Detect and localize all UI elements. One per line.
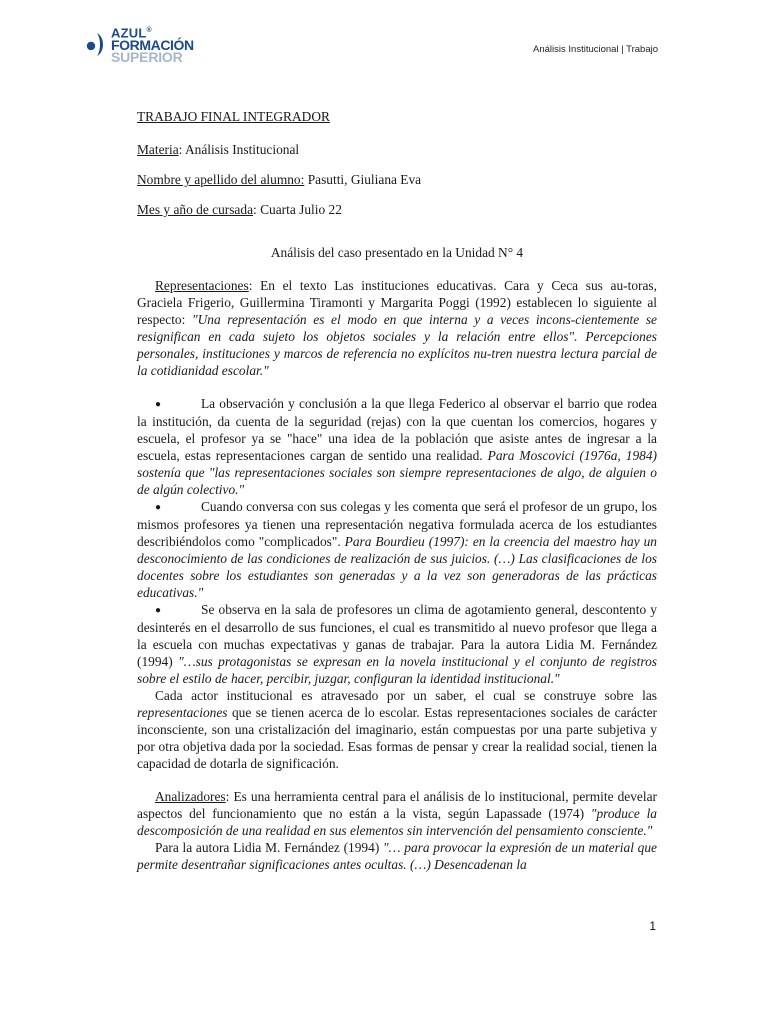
materia-label: Materia: [137, 142, 179, 157]
bullet-sala-quote: "…sus protagonistas se expresan en la novela institucional y el conjunto de registros sobre el estilo de hacer, percibir, juzgar, configuran la identidad institucional.": [137, 654, 657, 686]
actor-italic-term: representaciones: [137, 705, 228, 720]
header-course-tag: Análisis Institucional | Trabajo: [533, 44, 658, 55]
alumno-value: Pasutti, Giuliana Eva: [304, 172, 422, 187]
azul-formacion-logo: [86, 26, 196, 66]
bullet-federico-text: La observación y conclusión a la que llega Federico al observar el barrio que rodea la institución, da cuenta de la seguridad (rejas) con la que cuentan los comercios, hogares y escuela, el profesor ya se "hace" una idea de la población que asiste antes de ingresar a la escuela, estas representaciones cargan de sentido una realidad.: [137, 396, 657, 463]
analysis-subtitle: Análisis del caso presentado en la Unidad N° 4: [270, 245, 524, 260]
bullet-item-sala-profesores: [137, 601, 657, 687]
alumno-label: Nombre y apellido del alumno:: [137, 172, 305, 187]
bullet-federico-quote: Para Moscovici (1976a, 1984) sostenía que "las representaciones sociales son siempre representaciones de algo, de alguien o de algún colectivo.": [137, 448, 657, 497]
materia-value: : Análisis Institucional: [178, 142, 300, 157]
representaciones-text: : En el texto Las instituciones educativas. Cara y Ceca sus au-toras, Graciela Frigerio, Guillermina Tiramonti y Margarita Poggi (1992) establecen lo siguiente al respecto:: [137, 278, 657, 327]
cursada-label: Mes y año de cursada: [137, 202, 254, 217]
logo-line-formacion: FORMACIÓN: [111, 37, 194, 54]
representaciones-quote: "Una representación es el modo en que interna y a veces incons-cientemente se resignifican en cada sujeto los objetos sociales y la relación entre ellos". Percepciones personales, instituciones y marcos de referencia no explícitos nu-tren nuestra lectura parcial de la cotidianidad escolar.": [137, 312, 657, 378]
logo-mark-icon: [86, 30, 106, 58]
document-title: TRABAJO FINAL INTEGRADOR: [137, 109, 330, 124]
analizadores-paragraph: [137, 788, 657, 839]
logo-line-azul: AZUL: [111, 25, 147, 41]
bullet-item-federico: [137, 395, 657, 498]
representaciones-label: Representaciones: [155, 278, 249, 293]
bullet-icon: ●: [155, 605, 162, 616]
logo-text: [111, 25, 194, 66]
logo-registered-mark: ®: [146, 27, 152, 34]
logo-line-superior: SUPERIOR: [111, 49, 183, 66]
bullet-colegas-text: Cuando conversa con sus colegas y les comenta que será el profesor de un grupo, los mismos profesores ya tienen una representación negativa formulada acerca de los estudiantes describiéndolos como "complicados".: [137, 499, 657, 549]
actor-institucional-paragraph: [137, 687, 657, 772]
analizadores-text: : Es una herramienta central para el análisis de lo institucional, permite develar aspectos del funcionamiento que no están a la vista, según Lapassade (1974): [137, 789, 657, 821]
page-header: [0, 0, 768, 90]
bullet-icon: ●: [155, 399, 162, 410]
fernandez-quote: "… para provocar la expresión de un material que permite desentrañar significaciones antes ocultas. (…) Desencadenan la: [137, 840, 657, 872]
document-body: [137, 108, 657, 873]
analizadores-quote: "produce la descomposición de una realidad en sus elementos sin intervención del pensamiento consciente.": [137, 806, 657, 838]
bullet-sala-text: Se observa en la sala de profesores un clima de agotamiento general, descontento y desinterés en el desarrollo de sus funciones, el cual es transmitido al nuevo profesor que llega a la escuela con muchas expectativas y ganas de trabajar. Para la autora Lidia M. Fernández (1994): [137, 602, 657, 669]
bullet-icon: ●: [155, 502, 162, 513]
analizadores-label: Analizadores: [155, 789, 226, 804]
representaciones-paragraph: [137, 277, 657, 379]
actor-text-b: que se tienen acerca de lo escolar. Estas representaciones sociales de carácter inconsciente, son una cristalización del imaginario, están compuestas por una parte subjetiva y por otra objetiva dada por la sociedad. Esas formas de pensar y crear la realidad social, tienen la capacidad de dotarla de significación.: [137, 705, 657, 771]
cursada-value: : Cuarta Julio 22: [253, 202, 342, 217]
alumno-line: [137, 171, 657, 188]
materia-line: [137, 141, 657, 158]
bullet-colegas-quote: Para Bourdieu (1997): en la creencia del maestro hay un desconocimiento de las condiciones de realización de sus juicios. (…) Las clasificaciones de los docentes sobre los estudiantes son generadas y a la vez son generadoras de las prácticas educativas.": [137, 534, 658, 600]
fernandez-paragraph: [137, 839, 657, 873]
bullet-item-colegas: [137, 498, 657, 601]
actor-text-a: Cada actor institucional es atravesado por un saber, el cual se construye sobre las: [155, 688, 657, 703]
fernandez-text: Para la autora Lidia M. Fernández (1994): [155, 840, 384, 855]
cursada-line: [137, 201, 657, 218]
page-number: 1: [649, 919, 656, 933]
